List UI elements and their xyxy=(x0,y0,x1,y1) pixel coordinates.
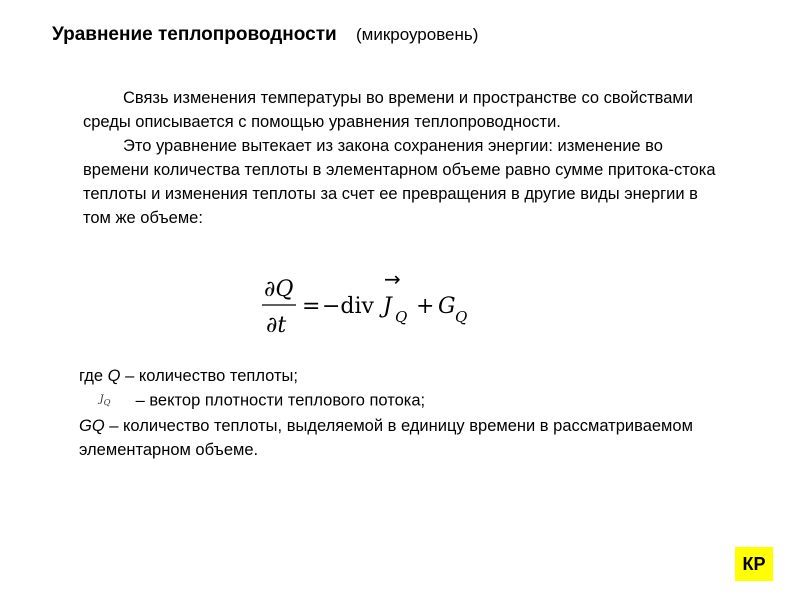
formula-flux-symbol: J xyxy=(383,294,392,319)
definition-q-text: – количество теплоты; xyxy=(120,367,298,385)
definition-jq-text: – вектор плотности теплового потока; xyxy=(135,391,426,410)
formula-svg xyxy=(262,267,492,342)
formula-denominator: ∂t xyxy=(266,313,287,338)
formula-source-symbol: G xyxy=(438,294,456,319)
formula-source-subscript: Q xyxy=(455,308,468,326)
definition-prefix: где xyxy=(79,367,108,385)
paragraph-1: Связь изменения температуры во времени и пространстве со свойствами среды описывается с помощью уравнения теплопроводности. xyxy=(83,89,693,131)
formula-minus-div: −div xyxy=(322,294,374,319)
definition-q xyxy=(79,364,719,388)
body-text xyxy=(83,86,723,230)
definition-gq xyxy=(79,414,719,462)
slide-title: Уравнение теплопроводности xyxy=(52,24,337,45)
definition-jq-symbol xyxy=(79,388,131,414)
heat-equation-formula xyxy=(262,267,492,342)
definition-jq-letter: J xyxy=(99,394,104,405)
formula-equals: = xyxy=(302,294,321,319)
definition-q-symbol: Q xyxy=(107,367,121,385)
vector-arrow-icon: → xyxy=(384,267,401,291)
formula-numerator: ∂Q xyxy=(264,277,294,302)
slide-subtitle: (микроуровень) xyxy=(355,25,479,44)
formula-plus: + xyxy=(416,294,435,319)
title-row xyxy=(52,24,478,46)
definition-gq-text: – количество теплоты, выделяемой в единицу времени в рассматриваемом элементарном объеме. xyxy=(79,417,693,459)
definitions xyxy=(79,364,719,462)
formula-flux-subscript: Q xyxy=(395,308,408,326)
definition-jq-subscript: Q xyxy=(103,397,111,407)
kr-badge-button[interactable]: КР xyxy=(735,547,773,581)
definition-jq xyxy=(79,388,719,414)
definition-gq-symbol: GQ xyxy=(79,417,105,435)
paragraph-2: Это уравнение вытекает из закона сохранения энергии: изменение во времени количества теплоты в элементарном объеме равно сумме притока-стока теплоты и изменения теплоты за счет ее превращения в другие виды энергии в том же объеме: xyxy=(83,137,716,227)
